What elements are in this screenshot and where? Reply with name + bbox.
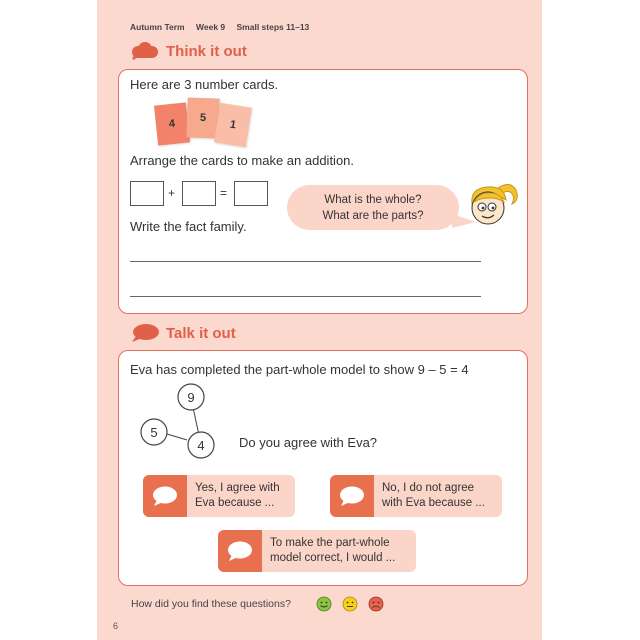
writing-line-1[interactable] [130, 261, 481, 262]
number-card-5[interactable]: 5 [186, 97, 219, 138]
answer-box-3[interactable] [234, 181, 268, 206]
response-agree-line-1: Yes, I agree with [195, 482, 280, 494]
response-disagree[interactable] [330, 475, 502, 517]
model-value-right: 4 [197, 438, 205, 453]
eva-statement: Eva has completed the part-whole model to show 9 – 5 = 4 [130, 362, 469, 377]
intro-text: Here are 3 number cards. [130, 77, 279, 92]
page-number: 6 [113, 621, 119, 631]
model-value-left: 5 [150, 425, 158, 440]
plus-sign: + [168, 186, 176, 200]
speech-bubble-icon [338, 485, 366, 507]
part-whole-model [135, 380, 215, 462]
speech-icon [130, 323, 160, 343]
speech-bubble-icon [151, 485, 179, 507]
model-value-whole: 9 [187, 390, 195, 405]
model-line-left-right [167, 434, 187, 440]
neutral-face-icon[interactable] [342, 596, 358, 612]
talk-section-title [130, 323, 236, 343]
answer-box-2[interactable] [182, 181, 216, 206]
hint-speech-bubble [287, 185, 459, 230]
agree-question: Do you agree with Eva? [239, 435, 378, 450]
number-card-1[interactable]: 1 [214, 103, 252, 148]
arrange-text: Arrange the cards to make an addition. [130, 153, 355, 168]
sad-face-icon[interactable] [368, 596, 384, 612]
response-disagree-line-1: No, I do not agree [382, 482, 475, 494]
thought-cloud-icon [130, 42, 160, 60]
think-title-text: Think it out [166, 42, 247, 60]
response-disagree-line-2: with Eva because ... [382, 497, 485, 509]
feedback-question: How did you find these questions? [131, 598, 291, 610]
writing-line-2[interactable] [130, 296, 481, 297]
think-section-title [130, 42, 247, 60]
header [130, 22, 318, 32]
response-agree[interactable] [143, 475, 295, 517]
header-week: Week 9 [196, 22, 226, 32]
response-agree-line-2: Eva because ... [195, 497, 275, 509]
response-correct-line-1: To make the part-whole [270, 537, 390, 549]
response-correct-model[interactable] [218, 530, 416, 572]
bubble-line-1: What is the whole? [324, 193, 422, 206]
fact-family-text: Write the fact family. [130, 219, 247, 234]
header-term: Autumn Term [130, 22, 185, 32]
number-card-4[interactable]: 4 [154, 102, 190, 145]
response-correct-line-2: model correct, I would ... [270, 552, 396, 564]
talk-title-text: Talk it out [166, 324, 236, 342]
answer-box-1[interactable] [130, 181, 164, 206]
happy-face-icon[interactable] [316, 596, 332, 612]
equals-sign: = [220, 186, 228, 200]
girl-character-icon [466, 182, 522, 230]
header-steps: Small steps 11–13 [236, 22, 310, 32]
bubble-line-2: What are the parts? [322, 209, 424, 222]
speech-bubble-icon [226, 540, 254, 562]
